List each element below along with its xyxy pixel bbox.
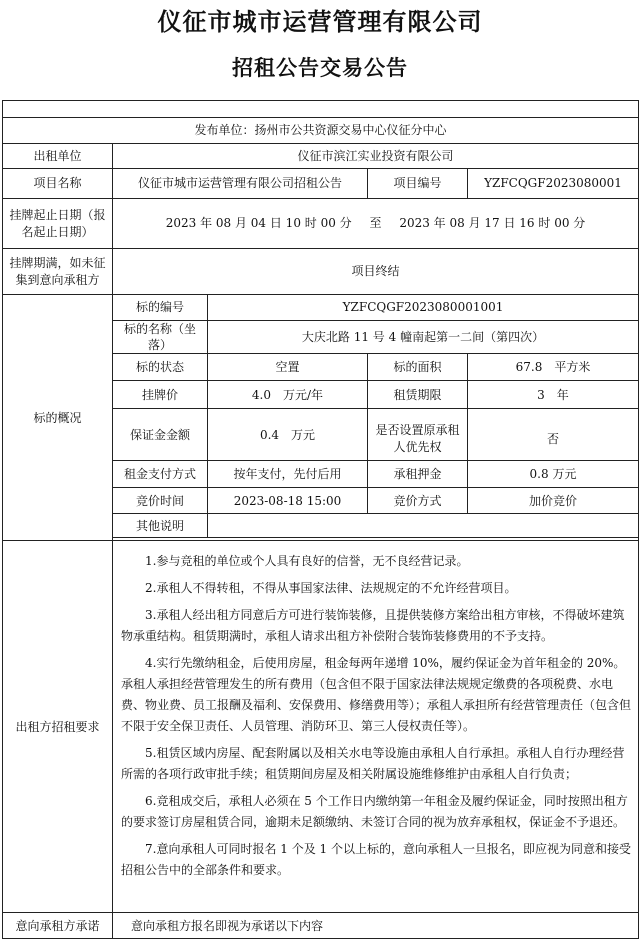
deposit-value: 0.4 万元 <box>208 409 368 461</box>
project-name-label: 项目名称 <box>3 169 113 199</box>
status-label: 标的状态 <box>113 354 208 381</box>
requirements-list <box>113 541 639 913</box>
bid-method-value: 加价竞价 <box>468 488 639 514</box>
pledge-label: 承租押金 <box>368 461 468 488</box>
publisher: 发布单位：扬州市公共资源交易中心仪征分中心 <box>3 118 639 144</box>
priority-value: 否 <box>468 417 639 461</box>
bid-time-value: 2023-08-18 15:00 <box>208 488 368 514</box>
commitment-value: 意向承租方报名即视为承诺以下内容 <box>113 913 639 939</box>
deposit-gap-left <box>368 409 468 417</box>
price-label: 挂牌价 <box>113 381 208 409</box>
period-label: 挂牌起止日期（报名起止日期） <box>3 199 113 249</box>
term-label: 租赁期限 <box>368 381 468 409</box>
lot-no-label: 标的编号 <box>113 295 208 321</box>
priority-label: 是否设置原承租人优先权 <box>368 417 468 461</box>
overview-label: 标的概况 <box>3 295 113 541</box>
period-start: 2023 年 08 月 04 日 10 时 00 分 <box>165 216 352 231</box>
company-title: 仪征市城市运营管理有限公司 <box>157 8 483 36</box>
requirement-item: 3.承租人经出租方同意后方可进行装饰装修，且提供装修方案给出租方审核，不得破坏建筑物承重结构。租赁期满时，承租人请求出租方补偿附合装饰装修费用的不予支持。 <box>121 608 625 644</box>
lot-name-label: 标的名称（坐落） <box>113 321 208 354</box>
deposit-label: 保证金金额 <box>113 409 208 461</box>
expiry-value: 项目终结 <box>113 249 639 295</box>
requirement-item: 5.租赁区域内房屋、配套附属以及相关水电等设施由承租人自行承担。承租人自行办理经营所需的各项行政审批手续；租赁期间房屋及相关附属设施维修维护由承租人自行负责； <box>121 746 625 782</box>
other-label: 其他说明 <box>113 514 208 538</box>
area-label: 标的面积 <box>368 354 468 381</box>
area-value: 67.8 平方米 <box>468 354 639 381</box>
term-value: 3 年 <box>468 381 639 409</box>
price-value: 4.0 万元/年 <box>208 381 368 409</box>
payment-value: 按年支付，先付后用 <box>208 461 368 488</box>
period-separator: 至 <box>369 216 382 231</box>
requirements-label: 出租方招租要求 <box>3 541 113 913</box>
requirement-item: 4.实行先缴纳租金，后使用房屋，租金每两年递增 10%，履约保证金为首年租金的 20%。承租人承担经营管理发生的所有费用（包含但不限于国家法律法规规定缴费的各项税费、水电费、物业费、员工报酬及福利、安保费用、修缮费用等）；承租人承担所有经营管理责任（包含但不限于安全保卫责任、人员管理、消防环卫、第三人侵权责任等）。 <box>121 656 632 734</box>
announcement-table <box>2 100 639 939</box>
bid-time-label: 竞价时间 <box>113 488 208 514</box>
bid-method-label: 竞价方式 <box>368 488 468 514</box>
project-no-value: YZFCQGF2023080001 <box>468 169 639 199</box>
payment-label: 租金支付方式 <box>113 461 208 488</box>
lessor-value: 仪征市滨江实业投资有限公司 <box>113 144 639 169</box>
pledge-value: 0.8 万元 <box>468 461 639 488</box>
requirement-item: 7.意向承租人可同时报名 1 个及 1 个以上标的，意向承租人一旦报名，即应视为同意和接受招租公告中的全部条件和要求。 <box>121 842 631 878</box>
commitment-label: 意向承租方承诺 <box>3 913 113 939</box>
spacer-row <box>3 101 639 118</box>
document-title: 招租公告交易公告 <box>232 56 408 80</box>
expiry-label: 挂牌期满，如未征集到意向承租方 <box>3 249 113 295</box>
requirement-item: 2.承租人不得转租，不得从事国家法律、法规规定的不允许经营项目。 <box>145 581 517 596</box>
lessor-label: 出租单位 <box>3 144 113 169</box>
requirement-item: 1.参与竞租的单位或个人具有良好的信誉，无不良经营记录。 <box>145 554 469 569</box>
project-no-label: 项目编号 <box>368 169 468 199</box>
lot-no-value: YZFCQGF2023080001001 <box>208 295 639 321</box>
other-value <box>208 514 639 538</box>
status-value: 空置 <box>208 354 368 381</box>
period-end: 2023 年 08 月 17 日 16 时 00 分 <box>399 216 586 231</box>
requirement-item: 6.竞租成交后，承租人必须在 5 个工作日内缴纳第一年租金及履约保证金，同时按照出租方的要求签订房屋租赁合同，逾期未足额缴纳、未签订合同的视为放弃承租权，保证金不予退还。 <box>121 794 628 830</box>
deposit-gap-right <box>468 409 639 417</box>
period-value <box>113 199 639 249</box>
lot-name-value: 大庆北路 11 号 4 幢南起第一二间（第四次） <box>208 321 639 354</box>
project-name-value: 仪征市城市运营管理有限公司招租公告 <box>113 169 368 199</box>
